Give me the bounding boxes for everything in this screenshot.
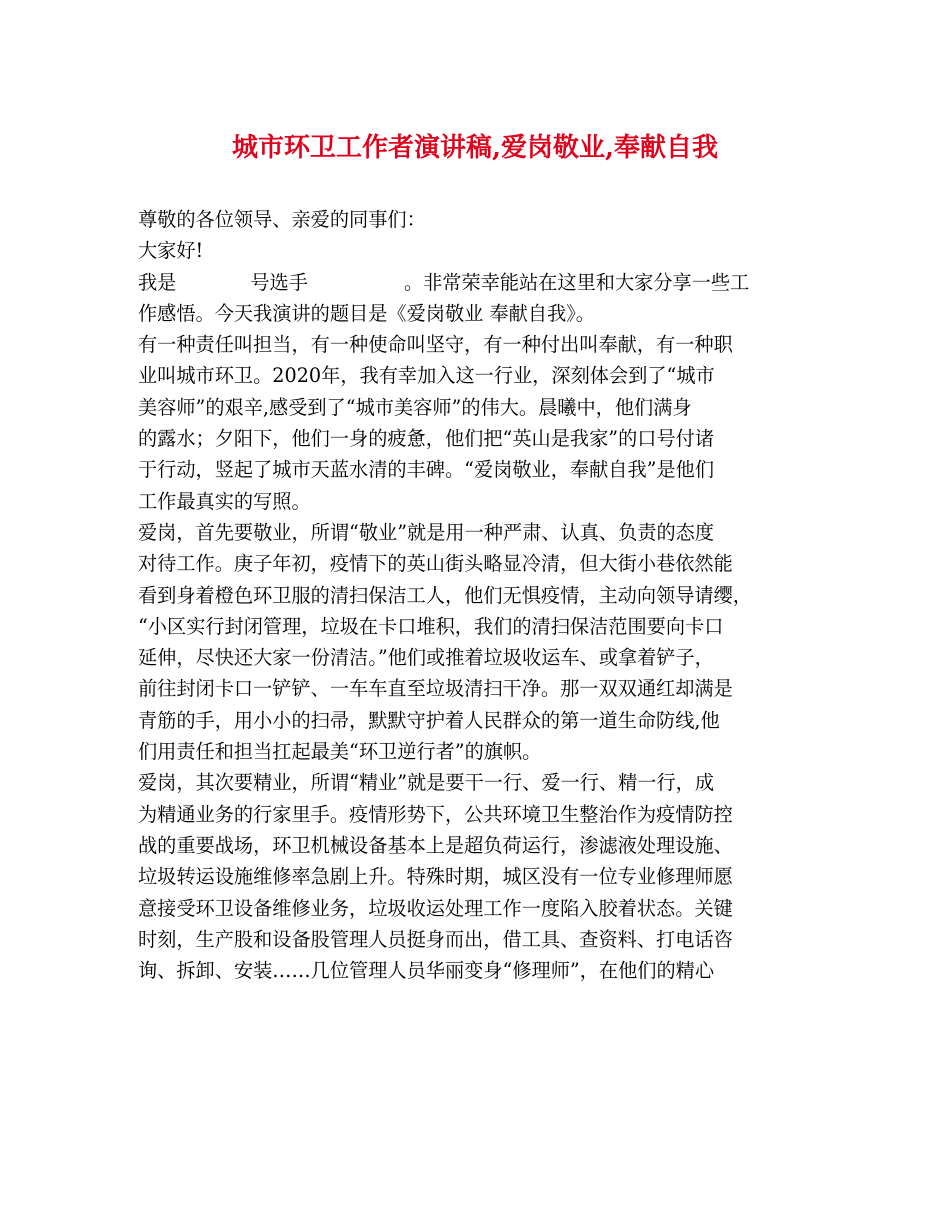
- body-line: 青筋的手，用小小的扫帚，默默守护着人民群众的第一道生命防线,他: [138, 708, 720, 732]
- body-line: 尊敬的各位领导、亲爱的同事们：: [138, 208, 426, 231]
- line-segment: 。非常荣幸能站在这里和大家分享一些工: [403, 270, 750, 294]
- line-segment: 我是: [138, 270, 177, 294]
- body-line: 的露水；夕阳下，他们一身的疲惫，他们把“英山是我家”的口号付诸: [138, 427, 715, 451]
- line-segment: 号选手: [250, 270, 308, 294]
- body-line: 垃圾转运设施维修率急剧上升。特殊时期，城区没有一位专业修理师愿: [138, 865, 733, 889]
- body-line: 延伸，尽快还大家一份清洁。”他们或推着垃圾收运车、或拿着铲子，: [138, 646, 714, 670]
- body-line: 询、拆卸、安装……几位管理人员华丽变身“修理师”，在他们的精心: [138, 959, 715, 983]
- body-line: 作感悟。今天我演讲的题目是《爱岗敬业 奉献自我》。: [138, 301, 595, 325]
- document-body: [138, 204, 818, 986]
- body-line: 美容师”的艰辛,感受到了“城市美容师”的伟大。晨曦中，他们满身: [138, 395, 692, 419]
- body-line: 前往封闭卡口一铲铲、一车车直至垃圾清扫干净。那一双双通红却满是: [138, 677, 733, 701]
- body-line: 工作最真实的写照。: [138, 489, 311, 513]
- body-line: 意接受环卫设备维修业务，垃圾收运处理工作一度陷入胶着状态。关键: [138, 896, 733, 920]
- body-line: “小区实行封闭管理，垃圾在卡口堆积，我们的清扫保洁范围要向卡口: [138, 614, 724, 638]
- body-line: 对待工作。庚子年初，疫情下的英山街头略显冷清，但大街小巷依然能: [138, 552, 733, 576]
- body-line: 爱岗，首先要敬业，所谓“敬业”就是用一种严肃、认真、负责的态度: [138, 520, 715, 544]
- body-line: 爱岗，其次要精业，所谓“精业”就是要干一行、爱一行、精一行，成: [138, 771, 715, 795]
- body-line: 有一种责任叫担当，有一种使命叫坚守，有一种付出叫奉献，有一种职: [138, 333, 733, 357]
- body-line: [138, 267, 818, 298]
- body-line: 时刻，生产股和设备股管理人员挺身而出，借工具、查资料、打电话咨: [138, 927, 733, 951]
- body-line: 业叫城市环卫。2020年，我有幸加入这一行业，深刻体会到了“城市: [138, 364, 715, 388]
- document-title: 城市环卫工作者演讲稿,爱岗敬业,奉献自我: [231, 133, 719, 163]
- body-line: 看到身着橙色环卫服的清扫保洁工人，他们无惧疫情，主动向领导请缨，: [138, 583, 752, 607]
- body-line: 战的重要战场，环卫机械设备基本上是超负荷运行，渗滤液处理设施、: [138, 833, 733, 857]
- body-line: 们用责任和担当扛起最美“环卫逆行者”的旗帜。: [138, 740, 542, 764]
- body-line: 于行动，竖起了城市天蓝水清的丰碑。“爱岗敬业，奉献自我”是他们: [138, 458, 715, 482]
- body-line: 大家好!: [138, 239, 204, 263]
- body-line: 为精通业务的行家里手。疫情形势下，公共环境卫生整治作为疫情防控: [138, 802, 733, 826]
